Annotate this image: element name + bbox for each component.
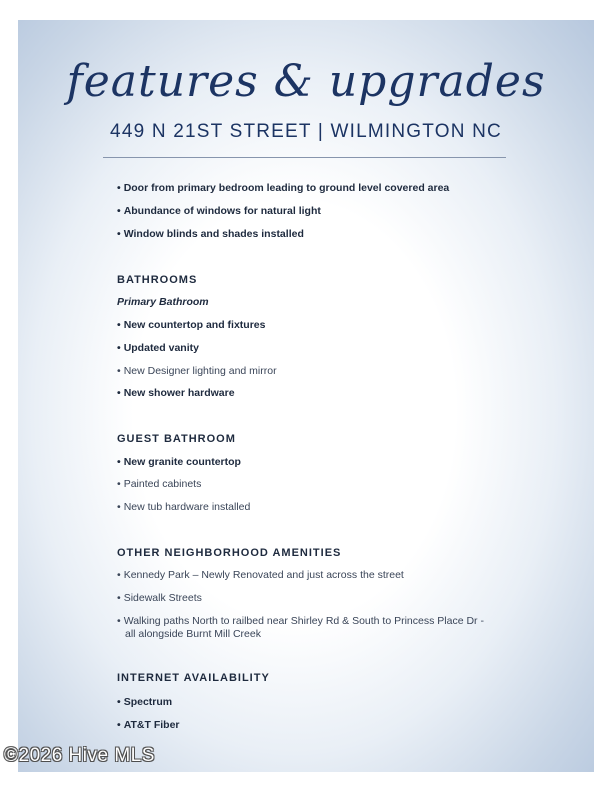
list-item: • New tub hardware installed xyxy=(117,501,251,513)
bullet-icon: • xyxy=(117,615,121,627)
list-item-continuation: all alongside Burnt Mill Creek xyxy=(125,628,261,640)
list-item: • Door from primary bedroom leading to ground level covered area xyxy=(117,182,450,194)
list-item: • New shower hardware xyxy=(117,387,235,399)
bullet-icon: • xyxy=(117,592,121,604)
list-item: • Spectrum xyxy=(117,696,173,708)
list-item: • Kennedy Park – Newly Renovated and just across the street xyxy=(117,569,404,581)
bullet-icon: • xyxy=(117,569,121,581)
bullet-icon: • xyxy=(117,501,121,513)
bullet-icon: • xyxy=(117,205,121,217)
list-item: • Sidewalk Streets xyxy=(117,592,202,604)
bullet-icon: • xyxy=(117,696,121,708)
bullet-icon: • xyxy=(117,478,121,490)
section-heading-internet: INTERNET AVAILABILITY xyxy=(117,672,270,684)
bullet-icon: • xyxy=(117,182,121,194)
list-item: • New granite countertop xyxy=(117,456,241,468)
section-heading-bathrooms: BATHROOMS xyxy=(117,274,198,286)
copyright-watermark: ©2026 Hive MLS xyxy=(4,745,155,766)
list-item: • Walking paths North to railbed near Shirley Rd & South to Princess Place Dr - xyxy=(117,615,484,627)
list-item: • Updated vanity xyxy=(117,342,199,354)
bullet-icon: • xyxy=(117,319,121,331)
flyer-card xyxy=(18,20,594,772)
list-item: • Window blinds and shades installed xyxy=(117,228,304,240)
list-item: • Abundance of windows for natural light xyxy=(117,205,321,217)
list-item: • New countertop and fixtures xyxy=(117,319,266,331)
list-item: • Painted cabinets xyxy=(117,478,202,490)
property-address: 449 N 21ST STREET | WILMINGTON NC xyxy=(110,121,502,142)
subheading-primary-bathroom: Primary Bathroom xyxy=(117,296,209,308)
bullet-icon: • xyxy=(117,719,121,731)
script-title: features & upgrades xyxy=(66,56,546,107)
list-item: • New Designer lighting and mirror xyxy=(117,365,277,377)
section-heading-amenities: OTHER NEIGHBORHOOD AMENITIES xyxy=(117,547,342,559)
bullet-icon: • xyxy=(117,456,121,468)
bullet-icon: • xyxy=(117,342,121,354)
section-heading-guest-bathroom: GUEST BATHROOM xyxy=(117,433,236,445)
bullet-icon: • xyxy=(117,365,121,377)
bullet-icon: • xyxy=(117,228,121,240)
bullet-icon: • xyxy=(117,387,121,399)
list-item: • AT&T Fiber xyxy=(117,719,180,731)
divider-line xyxy=(103,157,506,158)
